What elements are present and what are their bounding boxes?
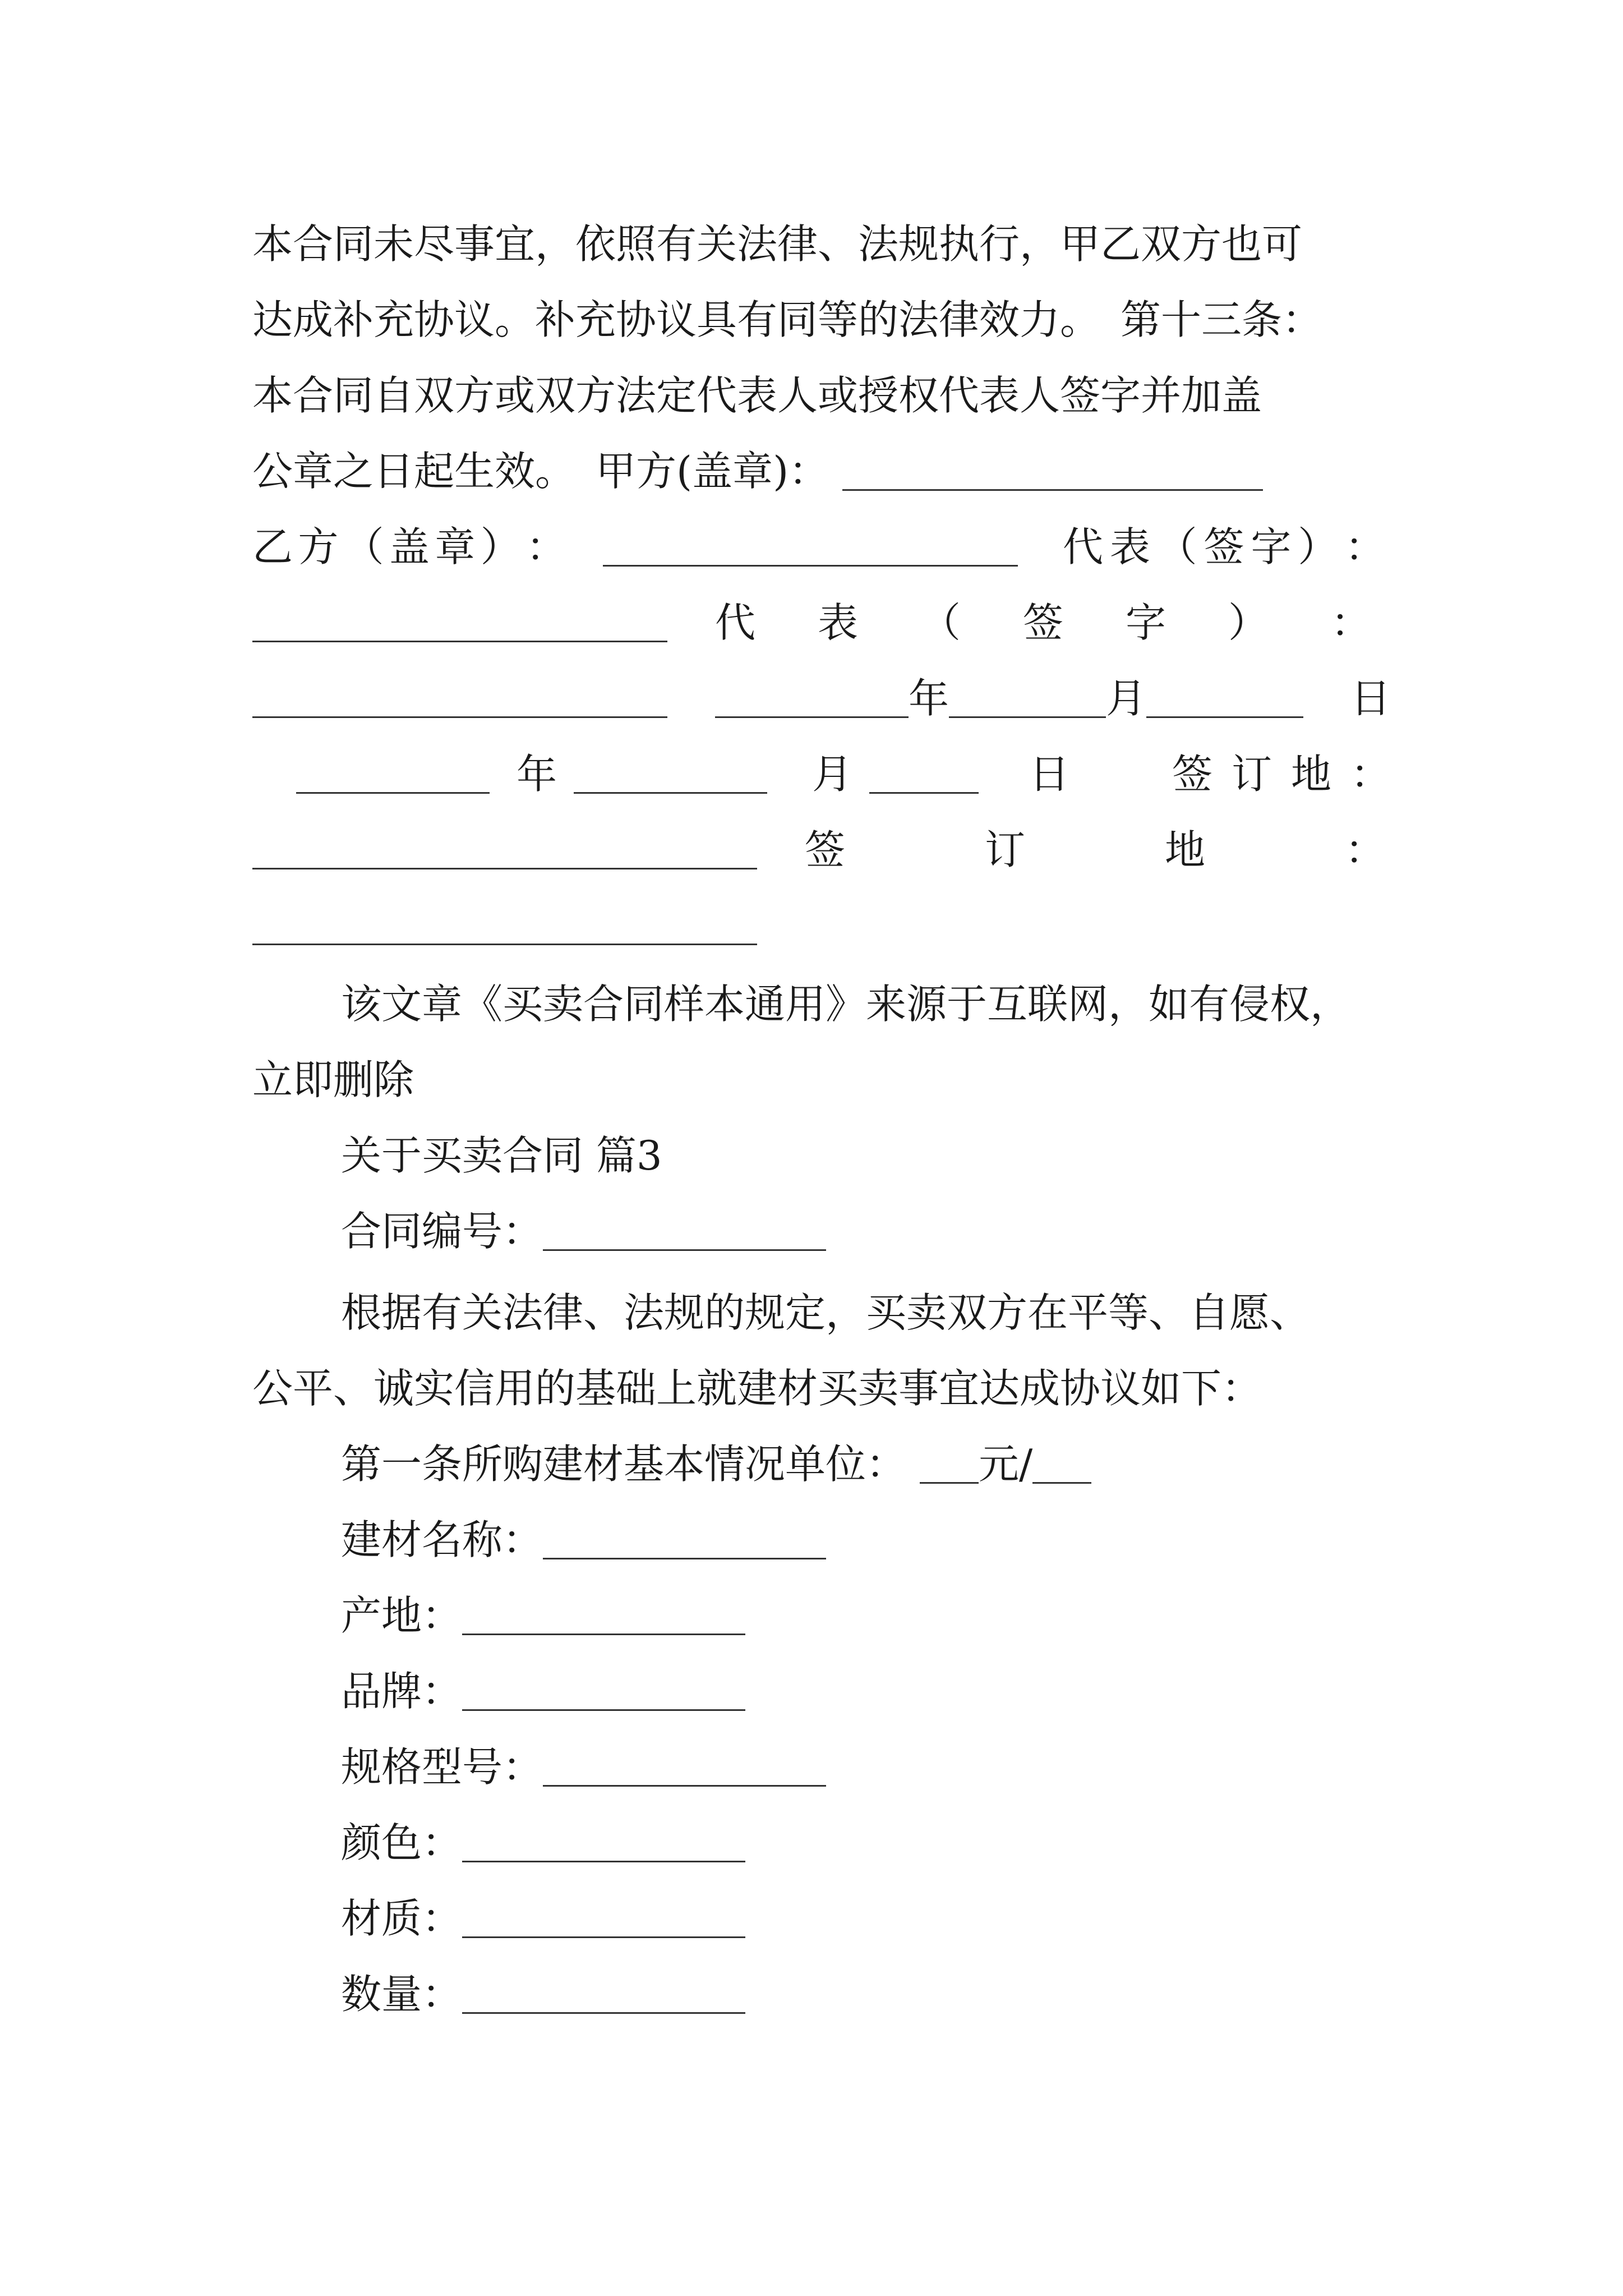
field-blank <box>543 1748 826 1787</box>
party-a-label: 公章之日起生效。 甲方(盖章)： <box>252 448 829 495</box>
day-label: 日 <box>1029 751 1070 798</box>
day-label: 日 <box>1350 675 1391 722</box>
paragraph-line: 根据有关法律、法规的规定，买卖双方在平等、自愿、 <box>341 1289 1311 1336</box>
unit-blank <box>1032 1445 1091 1484</box>
day-blank <box>1146 679 1303 718</box>
representative-sign-blank <box>252 679 667 718</box>
field-label: 规格型号： <box>341 1743 543 1791</box>
representative-line <box>252 595 1391 651</box>
paragraph-line: 公平、诚实信用的基础上就建材买卖事宜达成协议如下： <box>252 1365 1262 1412</box>
year-label: 年 <box>517 751 557 798</box>
field-origin-line <box>341 1588 1407 1644</box>
field-label: 颜色： <box>341 1819 463 1866</box>
party-b-label: 乙 方 （ 盖 章 ） ： <box>252 523 566 570</box>
representative-label: 代 表 （ 签 字 ） ： <box>715 599 1371 646</box>
field-label: 数量： <box>341 1971 463 2018</box>
party-a-seal-blank <box>842 452 1263 491</box>
field-spec-line <box>341 1739 1407 1795</box>
signing-place-label: 签 订 地 ： <box>1172 751 1391 798</box>
field-brand-line <box>341 1663 1407 1719</box>
price-blank <box>920 1445 979 1484</box>
field-material-line <box>341 1890 1407 1947</box>
paragraph-line: 本合同未尽事宜，依照有关法律、法规执行，甲乙双方也可 <box>252 220 1303 268</box>
source-notice: 立即删除 <box>252 1056 414 1103</box>
signing-place-line <box>252 822 1391 878</box>
field-blank <box>462 1899 745 1938</box>
contract-no-line <box>341 1203 1407 1259</box>
year-label: 年 <box>909 675 949 722</box>
unit-label: 元/ <box>979 1441 1033 1488</box>
article-1-label: 第一条所购建材基本情况单位： <box>341 1441 907 1488</box>
day-blank <box>869 755 979 794</box>
article-1-line <box>341 1436 1407 1492</box>
field-blank <box>462 1672 745 1711</box>
date-sign-line <box>252 746 1391 802</box>
date-line <box>252 670 1391 726</box>
field-blank <box>462 1975 745 2014</box>
signing-place-line <box>252 898 1391 954</box>
month-label: 月 <box>812 751 853 798</box>
field-label: 建材名称： <box>341 1516 543 1563</box>
paragraph-line: 达成补充协议。补充协议具有同等的法律效力。 第十三条： <box>252 296 1323 343</box>
contract-no-blank <box>543 1212 826 1251</box>
field-blank <box>462 1596 745 1635</box>
field-color-line <box>341 1815 1407 1871</box>
paragraph-line: 本合同自双方或双方法定代表人或授权代表人签字并加盖 <box>252 372 1262 419</box>
month-label: 月 <box>1106 675 1147 722</box>
field-blank <box>543 1521 826 1559</box>
field-name-line <box>341 1512 1407 1568</box>
representative-label: 代 表 （ 签 字 ） ： <box>1063 523 1385 570</box>
source-notice: 该文章《买卖合同样本通用》来源于互联网，如有侵权， <box>341 981 1351 1028</box>
field-label: 品牌： <box>341 1668 463 1715</box>
party-a-line <box>252 443 1391 499</box>
contract-no-label: 合同编号： <box>341 1208 543 1255</box>
signing-place-blank <box>252 907 757 945</box>
section-title: 关于买卖合同 篇3 <box>341 1132 662 1179</box>
party-b-seal-blank <box>603 528 1018 567</box>
year-blank <box>296 755 490 794</box>
signing-place-label: 签 订 地 ： <box>805 826 1385 873</box>
field-label: 产地： <box>341 1592 463 1639</box>
month-blank <box>574 755 767 794</box>
representative-sign-blank <box>252 604 667 642</box>
field-blank <box>462 1824 745 1862</box>
signing-place-blank <box>252 831 757 869</box>
year-blank <box>715 679 909 718</box>
field-label: 材质： <box>341 1895 463 1942</box>
party-b-line <box>252 519 1391 575</box>
field-quantity-line <box>341 1966 1407 2022</box>
month-blank <box>949 679 1106 718</box>
